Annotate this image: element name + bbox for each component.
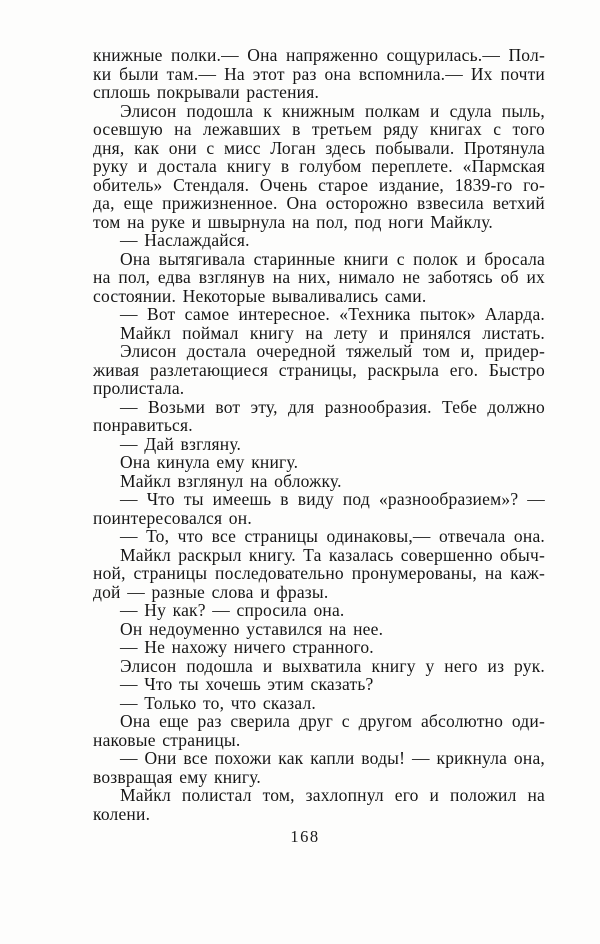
text-line: да, еще прижизненное. Она осторожно взвесила ветхий	[93, 193, 545, 213]
text-line: — Ну как? — спросила она.	[120, 600, 345, 620]
text-line: Элисон подошла и выхватила книгу у него из рук.	[120, 655, 545, 676]
text-line: колени.	[93, 803, 151, 824]
text-line: — Наслаждайся.	[120, 230, 250, 250]
text-line: пролистала.	[93, 378, 185, 398]
text-line: возвращая ему книгу.	[93, 766, 262, 787]
text-line: состоянии. Некоторые вываливались сами.	[93, 285, 427, 306]
text-line: Элисон достала очередной тяжелый том и, придер-	[120, 341, 545, 361]
page-number: 168	[290, 827, 320, 846]
text-line: живая разлетающиеся страницы, раскрыла его. Быстро	[93, 359, 545, 380]
text-line: сплошь покрывали растения.	[93, 82, 320, 102]
text-line: понравиться.	[93, 415, 193, 435]
text-line: Майкл раскрыл книгу. Та казалась совершенно обыч-	[120, 544, 545, 565]
text-line: Она вытягивала старинные книги с полок и бросала	[120, 248, 545, 269]
text-line: ной, страницы последовательно пронумерованы, на каж-	[93, 563, 545, 583]
text-line: — Дай взгляну.	[120, 433, 242, 454]
text-line: — Только то, что сказал.	[120, 692, 316, 713]
text-line: дой — разные слова и фразы.	[93, 581, 329, 602]
text-line: Майкл полистал том, захлопнул его и положил на	[120, 785, 545, 805]
text-line: на пол, едва взглянув на них, нимало не заботясь об их	[93, 267, 545, 287]
text-line: — Не нахожу ничего странного.	[120, 637, 374, 657]
text-line: Майкл взглянул на обложку.	[120, 470, 342, 491]
text-line: Майкл поймал книгу на лету и принялся листать.	[120, 322, 545, 343]
text-block	[93, 46, 545, 823]
text-line: книжные полки.— Она напряженно сощурилась.— Пол-	[93, 45, 545, 65]
text-line: — Возьми вот эту, для разнообразия. Тебе должно	[120, 396, 545, 417]
text-line: Она еще раз сверила друг с другом абсолютно оди-	[120, 711, 545, 731]
text-line: Он недоуменно уставился на нее.	[120, 618, 384, 639]
text-line: Она кинула ему книгу.	[120, 452, 299, 472]
text-line: обитель» Стендаля. Очень старое издание, 1839-го го-	[93, 174, 545, 195]
text-line: Элисон подошла к книжным полкам и сдула пыль,	[120, 100, 545, 121]
text-line: — Что ты имеешь в виду под «разнообразием»? —	[120, 489, 545, 509]
text-line: наковые страницы.	[93, 729, 241, 750]
text-line: поинтересовался он.	[93, 507, 252, 528]
text-line: дня, как они с мисс Логан здесь побывали. Протянула	[93, 137, 545, 158]
text-line: — Вот самое интересное. «Техника пыток» Аларда.	[120, 304, 545, 324]
text-line: — Они все похожи как капли воды! — крикнула она,	[120, 748, 545, 768]
text-line: — То, что все страницы одинаковы,— отвечала она.	[120, 526, 545, 546]
text-line: руку и достала книгу в голубом переплете. «Пармская	[93, 156, 545, 176]
text-line: том на руке и швырнула на пол, под ноги Майклу.	[93, 211, 493, 232]
text-line: осевшую на лежавших в третьем ряду книгах с того	[93, 119, 545, 139]
text-line: — Что ты хочешь этим сказать?	[120, 674, 374, 694]
text-line: ки были там.— На этот раз она вспомнила.— Их почти	[93, 63, 545, 84]
